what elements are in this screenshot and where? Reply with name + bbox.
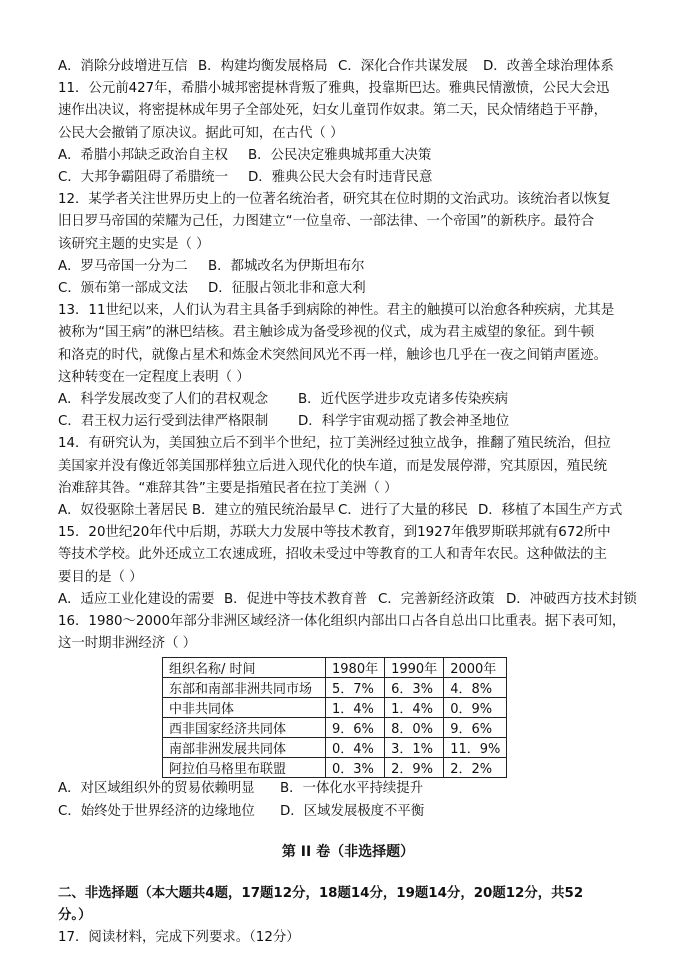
table-cell: 1．4% (326, 698, 385, 718)
table-row (163, 678, 507, 698)
question-stem-line: 这种转变在一定程度上表明（ ） (58, 369, 250, 385)
question-stem-line: 和洛克的时代，就像占星术和炼金术突然间风光不再一样，触诊也几乎在一夜之间销声匿迹。 (58, 347, 608, 363)
options-line (58, 589, 638, 611)
table-cell: 东部和南部非洲共同市场 (163, 678, 326, 698)
question-14 (58, 433, 638, 522)
options-line (58, 167, 638, 189)
table-row (163, 718, 507, 738)
question-stem-line: 12．某学者关注世界历史上的一位著名统治者，研究其在位时期的文治武功。该统治者以恢复 (58, 192, 611, 208)
option-b: B．公民决定雅典城邦重大决策 (248, 147, 432, 163)
table-row (163, 738, 507, 758)
option-b: B．促进中等技术教育普 (224, 591, 368, 607)
table-cell: 6．3% (385, 678, 444, 698)
option-c: C．君王权力运行受到法律严格限制 (58, 414, 269, 430)
option-a: A．罗马帝国一分为二 (58, 258, 188, 274)
question-stem-line: 等技术学校。此外还成立工农速成班，招收未受过中等教育的工人和青年农民。这种做法的主 (58, 547, 608, 563)
question-16 (58, 611, 638, 823)
options-line (58, 801, 638, 823)
option-c: C．始终处于世界经济的边缘地位 (58, 803, 255, 819)
option-b: B．都城改名为伊斯坦布尔 (208, 258, 365, 274)
question-stem-line: 15．20世纪20年代中后期，苏联大力发展中等技术教育，到1927年俄罗斯联邦就有672所中 (58, 525, 611, 541)
table-cell: 西非国家经济共同体 (163, 718, 326, 738)
options-line (58, 145, 638, 167)
question-stem-line: 速作出决议，将密提林成年男子全部处死，妇女儿童罚作奴隶。第二天，民众情绪趋于平静， (58, 103, 608, 119)
table-row (163, 698, 507, 718)
question-stem-line: 被称为“国王病”的淋巴结核。君主触诊成为备受珍视的仪式，成为君主威望的象征。到牛顿 (58, 325, 595, 341)
options-line (58, 256, 638, 278)
option-b: B．近代医学进步攻克诸多传染疾病 (298, 392, 509, 408)
table-cell: 中非共同体 (163, 698, 326, 718)
export-share-table (162, 657, 507, 778)
table-cell: 9．6% (326, 718, 385, 738)
question-stem-line: 11．公元前427年，希腊小城邦密提林背叛了雅典，投靠斯巴达。雅典民情激愤，公民大会迅 (58, 81, 610, 97)
table-header-cell: 1990年 (385, 658, 444, 678)
table-cell: 1．4% (385, 698, 444, 718)
table-header-cell: 2000年 (444, 658, 507, 678)
table-cell: 阿拉伯马格里布联盟 (163, 758, 326, 778)
question-stem-line: 该研究主题的史实是（ ） (58, 236, 210, 252)
table-cell: 0．3% (326, 758, 385, 778)
exam-page (58, 56, 638, 950)
table-cell: 9．6% (444, 718, 507, 738)
option-d: D．移植了本国生产方式 (478, 503, 623, 519)
question-13 (58, 300, 638, 433)
table-cell: 8．0% (385, 718, 444, 738)
question-stem-line: 治难辞其咎。“难辞其咎”主要是指殖民者在拉丁美洲（ ） (58, 480, 398, 496)
table-cell: 4．8% (444, 678, 507, 698)
intro-options-line (58, 56, 638, 78)
option-c: C．大邦争霸阻碍了希腊统一 (58, 170, 229, 186)
section-heading-line: 分。） (58, 908, 92, 924)
option-a: A．对区域组织外的贸易依赖明显 (58, 781, 255, 797)
option-a: A．适应工业化建设的需要 (58, 591, 215, 607)
question-stem-line: 13．11世纪以来，人们认为君主具备手到病除的神性。君主的触摸可以治愈各种疾病，尤其是 (58, 303, 615, 319)
table-cell: 南部非洲发展共同体 (163, 738, 326, 758)
option-d: D．冲破西方技术封锁 (506, 591, 637, 607)
option-c: C．完善新经济政策 (378, 591, 495, 607)
table-cell: 2．9% (385, 758, 444, 778)
table-header-cell: 组织名称/ 时间 (163, 658, 326, 678)
table-cell: 5．7% (326, 678, 385, 698)
option-c: C．颁布第一部成文法 (58, 281, 188, 297)
option-d: D．征服占领北非和意大利 (208, 281, 366, 297)
table-cell: 3．1% (385, 738, 444, 758)
option-a: A．科学发展改变了人们的君权观念 (58, 392, 269, 408)
option-d: D．科学宇宙观动摇了教会神圣地位 (298, 414, 510, 430)
options-line (58, 778, 638, 800)
question-12 (58, 189, 638, 300)
question-stem-line: 要目的是（ ） (58, 569, 143, 585)
table-header-cell: 1980年 (326, 658, 385, 678)
question-stem-line: 美国家并没有像近邻美国那样独立后进入现代化的快车道，而是发展停滞，究其原因，殖民统 (58, 458, 608, 474)
options-line (58, 278, 638, 300)
question-stem-line: 旧日罗马帝国的荣耀为己任，力图建立“一位皇帝、一部法律、一个帝国”的新秩序。最符合 (58, 214, 595, 230)
option-a: A．奴役驱除土著居民 (58, 503, 188, 519)
question-15 (58, 522, 638, 611)
options-line (58, 500, 638, 522)
option-d: D．区域发展极度不平衡 (280, 803, 425, 819)
option-b: B．建立的殖民统治最早 (192, 503, 336, 519)
section-heading-line: 二、非选择题（本大题共4题，17题12分，18题14分，19题14分，20题12分，共52 (58, 885, 584, 901)
question-stem-line: 16．1980～2000年部分非洲区域经济一体化组织内部出口占各自总出口比重表。据下表可知， (58, 614, 626, 630)
option-a: A．消除分歧增进互信 (58, 59, 188, 74)
option-b: B．构建均衡发展格局 (198, 59, 328, 74)
option-a: A．希腊小邦缺乏政治自主权 (58, 147, 228, 163)
option-d: D．改善全球治理体系 (483, 59, 614, 74)
table-cell: 0．9% (444, 698, 507, 718)
option-d: D．雅典公民大会有时违背民意 (248, 170, 433, 186)
section-title: 第 II 卷（非选择题） (281, 843, 415, 860)
option-b: B．一体化水平持续提升 (280, 781, 424, 797)
table-cell: 0．4% (326, 738, 385, 758)
table-row (163, 758, 507, 778)
table-cell: 2．2% (444, 758, 507, 778)
question-stem-line: 这一时期非洲经济（ ） (58, 636, 197, 652)
table-cell: 11．9% (444, 738, 507, 758)
question-stem-line: 公民大会撤销了原决议。据此可知，在古代（ ） (58, 125, 344, 141)
option-c: C．深化合作共谋发展 (338, 59, 468, 74)
table-header-row (163, 658, 507, 678)
question-11 (58, 78, 638, 189)
options-line (58, 411, 638, 433)
question-17-stem: 17．阅读材料，完成下列要求。（12分） (58, 930, 300, 946)
question-stem-line: 14．有研究认为，美国独立后不到半个世纪，拉丁美洲经过独立战争，推翻了殖民统治，但拉 (58, 436, 611, 452)
option-c: C．进行了大量的移民 (338, 503, 468, 519)
options-line (58, 389, 638, 411)
